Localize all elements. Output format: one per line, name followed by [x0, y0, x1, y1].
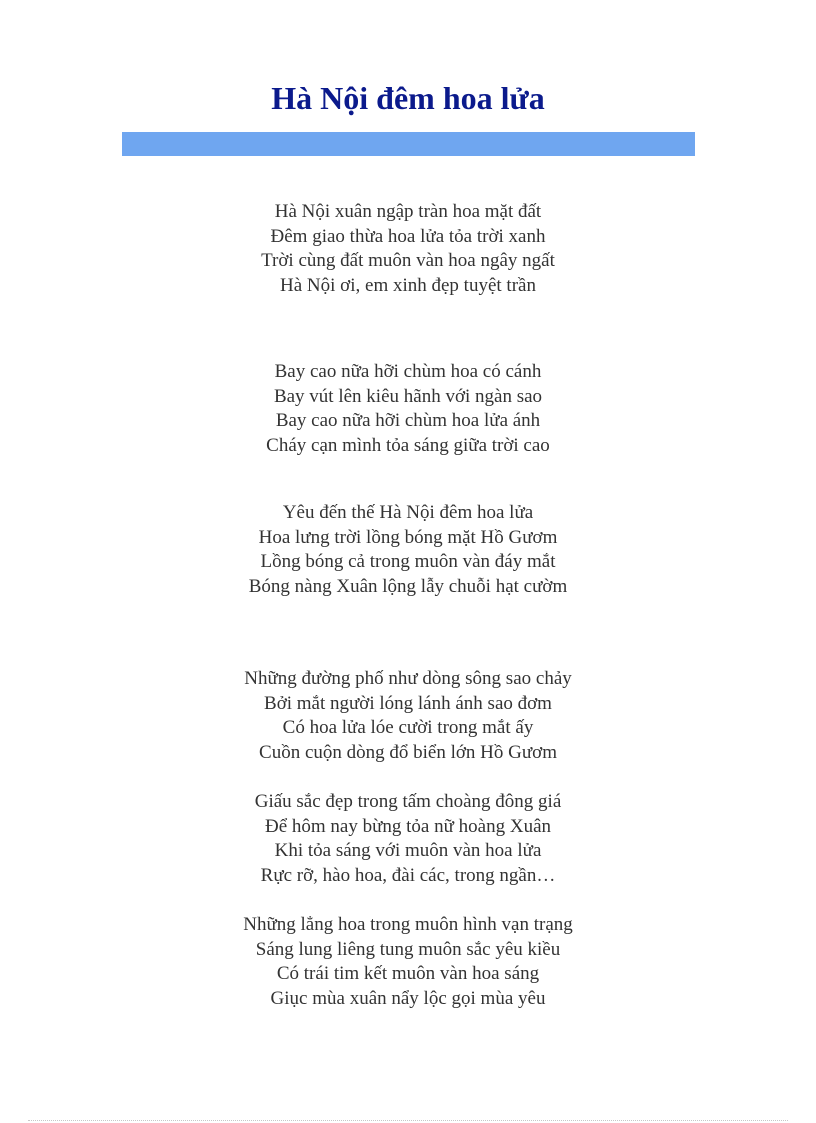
poem-line: Hoa lưng trời lồng bóng mặt Hồ Gươm	[258, 526, 558, 548]
poem-line: Bay cao nữa hỡi chùm hoa có cánh	[274, 361, 542, 382]
stanza-1	[0, 200, 816, 298]
poem-line: Những đường phố như dòng sông sao chảy	[244, 668, 572, 689]
poem-line: Bởi mắt người lóng lánh ánh sao đơm	[264, 692, 552, 714]
poem-line: Yêu đến thế Hà Nội đêm hoa lửa	[282, 502, 534, 523]
poem-line: Khi tỏa sáng với muôn vàn hoa lửa	[274, 840, 542, 861]
poem-line: Bay cao nữa hỡi chùm hoa lửa ánh	[275, 410, 541, 431]
stanza-2	[0, 360, 816, 458]
poem-line: Cháy cạn mình tỏa sáng giữa trời cao	[266, 434, 550, 456]
stanza-4	[0, 667, 816, 765]
page-bottom-divider	[28, 1120, 788, 1121]
poem-line: Cuồn cuộn dòng đổ biển lớn Hồ Gươm	[259, 741, 557, 763]
poem-line: Có hoa lửa lóe cười trong mắt ấy	[282, 717, 534, 738]
poem-line: Hà Nội ơi, em xinh đẹp tuyệt trần	[280, 274, 536, 296]
title-underline-bar	[122, 132, 695, 156]
poem-line: Giấu sắc đẹp trong tấm choàng đông giá	[254, 791, 562, 812]
stanza-3	[0, 501, 816, 599]
stanza-5	[0, 790, 816, 888]
poem-line: Giục mùa xuân nẩy lộc gọi mùa yêu	[270, 987, 546, 1009]
poem-line: Đêm giao thừa hoa lửa tỏa trời xanh	[270, 225, 546, 247]
poem-line: Bóng nàng Xuân lộng lẫy chuỗi hạt cườm	[248, 575, 568, 597]
poem-line: Lồng bóng cả trong muôn vàn đáy mắt	[260, 551, 556, 572]
poem-line: Hà Nội xuân ngập tràn hoa mặt đất	[274, 201, 542, 222]
stanza-6	[0, 913, 816, 1011]
poem-line: Để hôm nay bừng tỏa nữ hoàng Xuân	[264, 815, 551, 837]
poem-line: Rực rỡ, hào hoa, đài các, trong ngần…	[260, 864, 556, 886]
poem-line: Trời cùng đất muôn vàn hoa ngây ngất	[261, 250, 555, 271]
poem-line: Sáng lung liêng tung muôn sắc yêu kiều	[255, 938, 561, 960]
poem-line: Có trái tim kết muôn vàn hoa sáng	[276, 963, 540, 984]
poem-line: Những lẳng hoa trong muôn hình vạn trạng	[243, 914, 573, 935]
poem-title: Hà Nội đêm hoa lửa	[271, 80, 545, 116]
poem-line: Bay vút lên kiêu hãnh với ngàn sao	[273, 385, 543, 407]
